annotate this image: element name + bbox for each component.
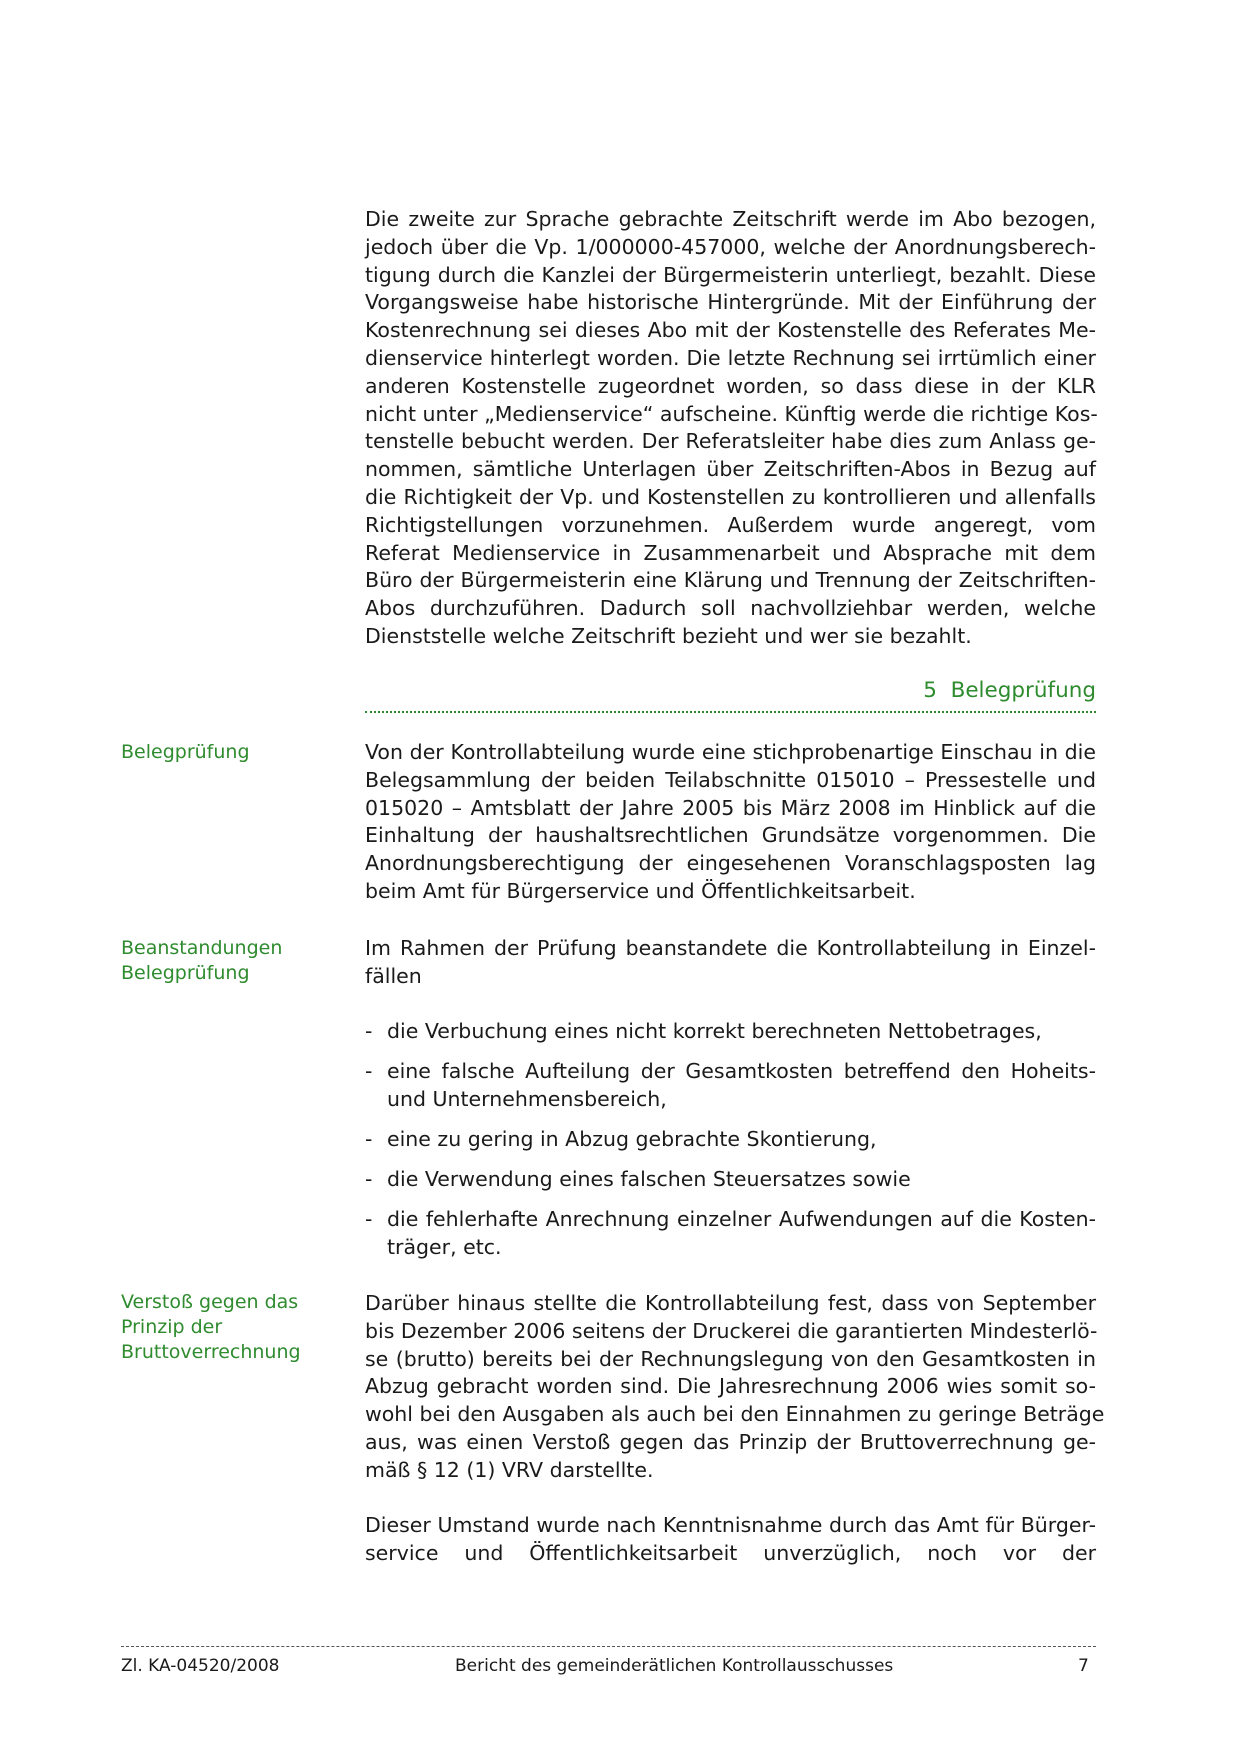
text-line: se (brutto) bereits bei der Rechnungslegung von den Gesamtkosten in bbox=[365, 1346, 1096, 1371]
text-line: Referat Medienservice in Zusammenarbeit und Absprache mit dem bbox=[365, 540, 1096, 565]
margin-note-line: Belegprüfung bbox=[121, 962, 250, 984]
paragraph-beanstandungen bbox=[365, 935, 1096, 991]
text-line: Die zweite zur Sprache gebrachte Zeitschrift werde im Abo bezogen, bbox=[365, 207, 1096, 231]
margin-note-belegpruefung bbox=[121, 740, 351, 765]
margin-note-line: Belegprüfung bbox=[121, 741, 250, 763]
text-line: Im Rahmen der Prüfung beanstandete die Kontrollabteilung in Einzel- bbox=[365, 936, 1096, 960]
margin-note-beanstandungen bbox=[121, 936, 351, 986]
text-line: die Verbuchung eines nicht korrekt berechneten Nettobetrages, bbox=[387, 1019, 1042, 1043]
paragraph-belegpruefung bbox=[365, 739, 1096, 906]
text-line: 015020 – Amtsblatt der Jahre 2005 bis März 2008 im Hinblick auf die bbox=[365, 795, 1096, 820]
text-line: bis Dezember 2006 seitens der Druckerei die garantierten Mindesterlö- bbox=[365, 1318, 1098, 1343]
section-title: Belegprüfung bbox=[950, 678, 1096, 703]
section-number: 5 bbox=[923, 678, 937, 703]
text-line: tigung durch die Kanzlei der Bürgermeisterin unterliegt, bezahlt. Diese bbox=[365, 262, 1096, 287]
text-line: Von der Kontrollabteilung wurde eine stichprobenartige Einschau in die bbox=[365, 740, 1096, 764]
text-line: Büro der Bürgermeisterin eine Klärung und Trennung der Zeitschriften- bbox=[365, 568, 1096, 593]
text-line: die Richtigkeit der Vp. und Kostenstellen zu kontrollieren und allenfalls bbox=[365, 484, 1096, 509]
text-line: tenstelle bebucht werden. Der Referatsleiter habe dies zum Anlass ge- bbox=[365, 429, 1096, 454]
bullet-dash: - bbox=[365, 1019, 373, 1043]
text-line: anderen Kostenstelle zugeordnet worden, so dass diese in der KLR bbox=[365, 373, 1096, 398]
text-line: Darüber hinaus stellte die Kontrollabteilung fest, dass von September bbox=[365, 1291, 1096, 1315]
paragraph-zeitschrift-abo bbox=[365, 206, 1096, 651]
paragraph-bruttoverrechnung bbox=[365, 1290, 1105, 1485]
text-line: Dienststelle welche Zeitschrift bezieht und wer sie bezahlt. bbox=[365, 623, 972, 648]
paragraph-umstand bbox=[365, 1512, 1096, 1568]
text-line: wohl bei den Ausgaben als auch bei den Einnahmen zu geringe Beträge bbox=[365, 1402, 1105, 1427]
margin-note-line: Verstoß gegen das bbox=[121, 1291, 299, 1313]
text-line: nicht unter „Medienservice“ aufscheine. Künftig werde die richtige Kos- bbox=[365, 401, 1098, 426]
bullet-dash: - bbox=[365, 1059, 373, 1083]
text-line: eine zu gering in Abzug gebrachte Skontierung, bbox=[387, 1127, 877, 1151]
text-line: dienservice hinterlegt worden. Die letzte Rechnung sei irrtümlich einer bbox=[365, 345, 1096, 370]
bullet-dash: - bbox=[365, 1167, 373, 1191]
margin-note-line: Bruttoverrechnung bbox=[121, 1341, 301, 1363]
text-line: aus, was einen Verstoß gegen das Prinzip der Bruttoverrechnung ge- bbox=[365, 1429, 1096, 1454]
text-line: Richtigstellungen vorzunehmen. Außerdem wurde angeregt, vom bbox=[365, 512, 1096, 537]
text-line: beim Amt für Bürgerservice und Öffentlichkeitsarbeit. bbox=[365, 878, 916, 903]
text-line: Kostenrechnung sei dieses Abo mit der Kostenstelle des Referates Me- bbox=[365, 318, 1096, 343]
text-line: jedoch über die Vp. 1/000000-457000, welche der Anordnungsberech- bbox=[365, 234, 1096, 259]
text-line: die fehlerhafte Anrechnung einzelner Aufwendungen auf die Kosten- bbox=[387, 1207, 1096, 1231]
text-line: fällen bbox=[365, 963, 422, 988]
text-line: die Verwendung eines falschen Steuersatzes sowie bbox=[387, 1167, 911, 1191]
text-line: eine falsche Aufteilung der Gesamtkosten betreffend den Hoheits- bbox=[387, 1059, 1096, 1083]
text-line: Einhaltung der haushaltsrechtlichen Grundsätze vorgenommen. Die bbox=[365, 823, 1096, 848]
bullet-dash: - bbox=[365, 1207, 373, 1231]
footer-reference: Zl. KA-04520/2008 bbox=[121, 1656, 280, 1676]
text-line: Belegsammlung der beiden Teilabschnitte 015010 – Pressestelle und bbox=[365, 767, 1096, 792]
footer-title: Bericht des gemeinderätlichen Kontrollausschusses bbox=[455, 1656, 894, 1676]
text-line: Dieser Umstand wurde nach Kenntnisnahme durch das Amt für Bürger- bbox=[365, 1513, 1096, 1537]
margin-note-line: Prinzip der bbox=[121, 1316, 223, 1338]
text-line: service und Öffentlichkeitsarbeit unverzüglich, noch vor der bbox=[365, 1540, 1096, 1565]
margin-note-line: Beanstandungen bbox=[121, 937, 283, 959]
bullet-dash: - bbox=[365, 1127, 373, 1151]
margin-note-verstoss bbox=[121, 1290, 351, 1365]
text-line: mäß § 12 (1) VRV darstellte. bbox=[365, 1457, 654, 1482]
text-line: Abos durchzuführen. Dadurch soll nachvollziehbar werden, welche bbox=[365, 596, 1096, 621]
section-heading bbox=[365, 677, 1096, 705]
text-line: Abzug gebracht worden sind. Die Jahresrechnung 2006 wies somit so- bbox=[365, 1374, 1096, 1399]
text-line: Vorgangsweise habe historische Hintergründe. Mit der Einführung der bbox=[365, 290, 1096, 315]
text-line: nommen, sämtliche Unterlagen über Zeitschriften-Abos in Bezug auf bbox=[365, 457, 1096, 482]
text-line: Anordnungsberechtigung der eingesehenen Voranschlagsposten lag bbox=[365, 851, 1096, 876]
section-divider bbox=[365, 711, 1096, 713]
footer-divider bbox=[121, 1646, 1096, 1647]
text-line: und Unternehmensbereich, bbox=[387, 1087, 667, 1111]
page-number: 7 bbox=[1078, 1656, 1089, 1676]
text-line: träger, etc. bbox=[387, 1235, 502, 1259]
